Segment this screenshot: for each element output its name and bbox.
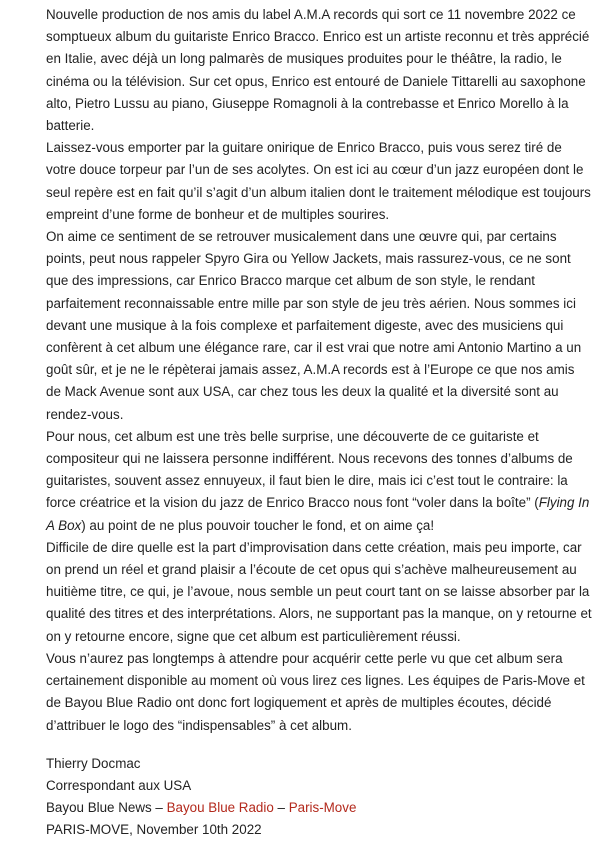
album-title: Flying In A Box [46,495,590,533]
paragraph-availability: Vous n’aurez pas longtemps à attendre pour acquérir cette perle vu que cet album sera certainement disponible au moment où vous lirez ces lignes. Les équipes de Paris-Move et de Bayou Blue Radio ont donc fort logiquement et après de multiples écoutes, décidé d’attribuer le logo des “indispensables” à cet album. [46,650,585,733]
paragraph-surprise-end: ) au point de ne plus pouvoir toucher le fond, et on aime ça! [81,517,435,533]
paragraph-guitar: Laissez-vous emporter par la guitare onirique de Enrico Bracco, puis vous serez tiré de votre douce torpeur par l’un de ses acolytes. On est ici au cœur d’un jazz européen dont le seul repère est en fait qu’il s’agit d’un album italien dont le traitement mélodique est toujours empreint d’une forme de bonheur et de multiples sourires. [46,140,591,222]
author-name: Thierry Docmac [46,755,141,771]
paragraph-intro: Nouvelle production de nos amis du label A.M.A records qui sort ce 11 novembre 2022 ce somptueux album du guitariste Enrico Bracco. Enrico est un artiste reconnu et très apprécié en Italie, avec déjà un long palmarès de musiques produites pour le théâtre, la radio, le cinéma ou la télévision. Sur cet opus, Enrico est entouré de Daniele Tittarelli au saxophone alto, Pietro Lussu au piano, Giuseppe Romagnoli à la contrebasse et Enrico Morello à la batterie. [46,7,590,134]
org-prefix: Bayou Blue News – [46,800,167,816]
author-role: Correspondant aux USA [46,777,192,793]
dateline: PARIS-MOVE, November 10th 2022 [46,822,262,838]
paragraph-surprise-text: Pour nous, cet album est une très belle surprise, une découverte de ce guitariste et compositeur qui ne laissera personne indifférent. Nous recevons des tonnes d’albums de guitaristes, souvent assez ennuyeux, il faut bien le dire, mais ici c’est tout le contraire: la force créatrice et la vision du jazz de Enrico Bracco nous font “voler dans la boîte” ( [46,428,573,511]
org-separator: – [273,800,289,816]
paragraph-surprise [46,426,593,537]
paris-move-link[interactable]: Paris-Move [288,800,357,816]
bayou-blue-radio-link[interactable]: Bayou Blue Radio [166,800,274,816]
author-org [46,797,593,819]
paragraph-style: On aime ce sentiment de se retrouver musicalement dans une œuvre qui, par certains points, peut nous rappeler Spyro Gira ou Yellow Jackets, mais rassurez-vous, ce ne sont que des impressions, car Enrico Bracco marque cet album de son style, le rendant parfaitement reconnaissable entre mille par son style de jeu très aérien. Nous sommes ici devant une musique à la fois complexe et parfaitement digeste, avec des musiciens qui confèrent à cet album une élégance rare, car il est vrai que notre ami Antonio Martino a un goût sûr, et je ne le répèterai jamais assez, A.M.A records est à l’Europe ce que nos amis de Mack Avenue sont aux USA, car chez tous les deux la qualité et la diversité sont au rendez-vous. [46,229,582,422]
paragraph-improvisation: Difficile de dire quelle est la part d’improvisation dans cette création, mais peu importe, car on prend un réel et grand plaisir a l’écoute de cet opus qui s’achève malheureusement au huitième titre, ce qui, je l’avoue, nous semble un peut court tant on se laisse absorber par la qualité des titres et des interprétations. Alors, ne supportant pas la manque, on y retourne et on y retourne encore, signe que cet album est particulièrement réussi. [46,539,592,644]
signature-block [46,753,593,820]
